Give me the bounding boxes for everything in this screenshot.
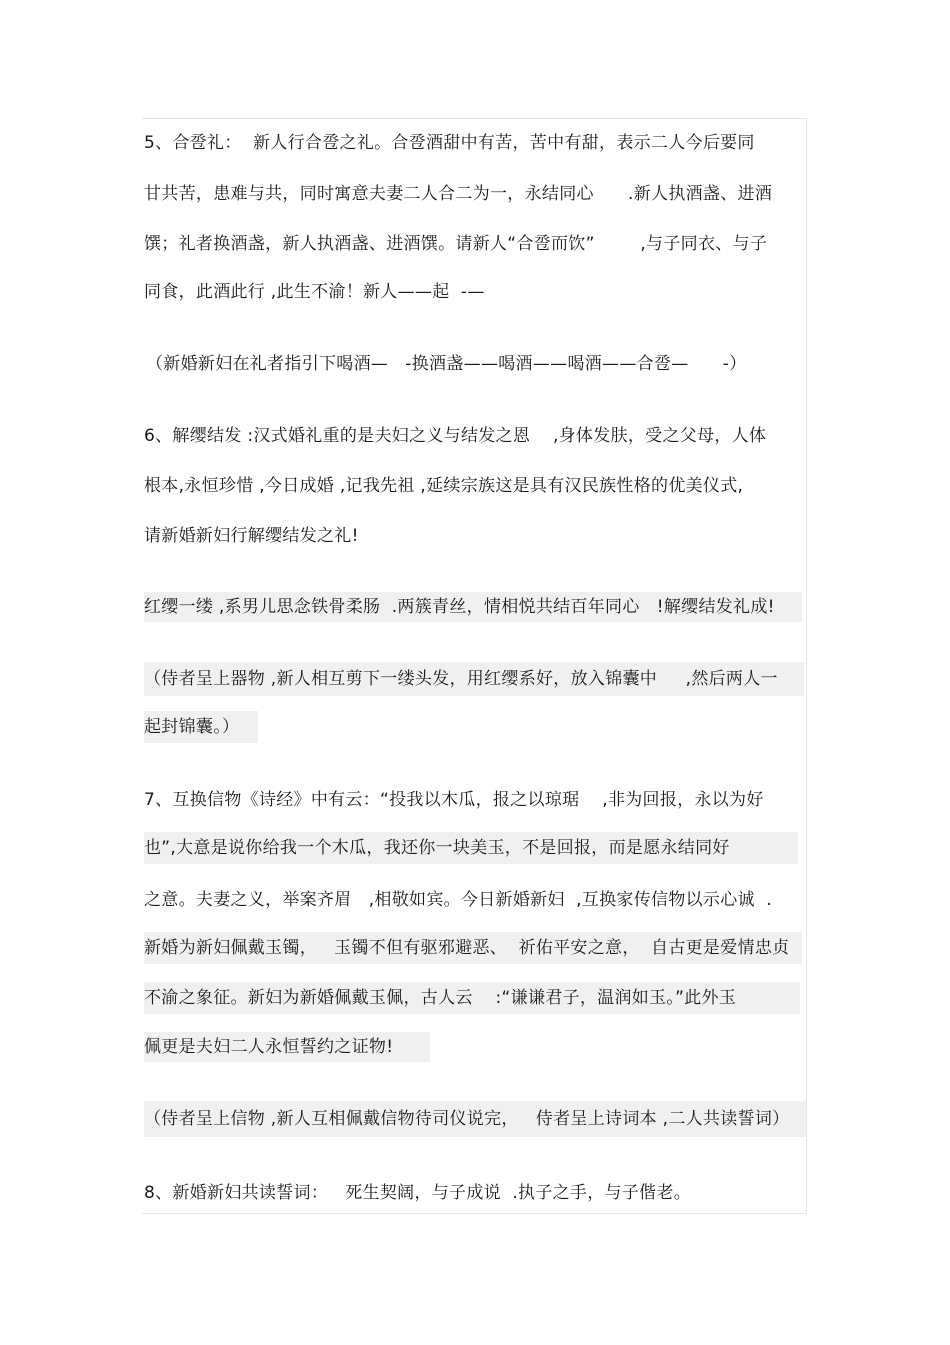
text-line: （新婚新妇在礼者指引下喝酒— -换酒盏——喝酒——喝酒——合卺— -） — [146, 354, 747, 374]
text-line: 也”,大意是说你给我一个木瓜，我还你一块美玉，不是回报，而是愿永结同好 — [144, 832, 798, 864]
text-line: （侍者呈上信物 ,新人互相佩戴信物待司仪说完， 侍者呈上诗词本 ,二人共读誓词） — [144, 1101, 806, 1137]
text-line: 8、新婚新妇共读誓词： 死生契阔，与子成说 .执子之手，与子偕老。 — [144, 1183, 692, 1203]
text-line: 新婚为新妇佩戴玉镯， 玉镯不但有驱邪避恶、 祈佑平安之意， 自古更是爱情忠贞 — [144, 932, 802, 964]
text-line: （侍者呈上器物 ,新人相互剪下一缕头发，用红缨系好，放入锦囊中 ,然后两人一 — [144, 662, 804, 696]
text-line: 7、互换信物《诗经》中有云：“投我以木瓜，报之以琼琚 ,非为回报，永以为好 — [144, 790, 764, 810]
text-line: 5、合卺礼： 新人行合卺之礼。合卺酒甜中有苦，苦中有甜，表示二人今后要同 — [144, 133, 755, 153]
text-line: 不渝之象征。新妇为新婚佩戴玉佩，古人云 :“谦谦君子，温润如玉。”此外玉 — [144, 982, 800, 1014]
text-line: 佩更是夫妇二人永恒誓约之证物! — [144, 1032, 430, 1062]
text-line: 同食，此酒此行 ,此生不渝！新人——起 -— — [144, 282, 485, 302]
text-line: 起封锦囊。） — [144, 711, 258, 743]
text-line: 甘共苦，患难与共，同时寓意夫妻二人合二为一，永结同心 .新人执酒盏、进酒 — [144, 184, 773, 204]
text-line: 之意。夫妻之义，举案齐眉 ,相敬如宾。今日新婚新妇 ,互换家传信物以示心诚 . — [144, 890, 772, 910]
text-line: 根本,永恒珍惜 ,今日成婚 ,记我先祖 ,延续宗族这是具有汉民族性格的优美仪式, — [144, 476, 744, 496]
text-line: 馔；礼者换酒盏，新人执酒盏、进酒馔。请新人“合卺而饮” ,与子同衣、与子 — [144, 234, 768, 254]
text-line: 请新婚新妇行解缨结发之礼! — [144, 526, 359, 546]
text-line: 红缨一缕 ,系男儿思念铁骨柔肠 .两簇青丝，情相悦共结百年同心 !解缨结发礼成! — [144, 592, 802, 622]
text-line: 6、解缨结发 :汉式婚礼重的是夫妇之义与结发之恩 ,身体发肤，受之父母，人体 — [144, 426, 767, 446]
